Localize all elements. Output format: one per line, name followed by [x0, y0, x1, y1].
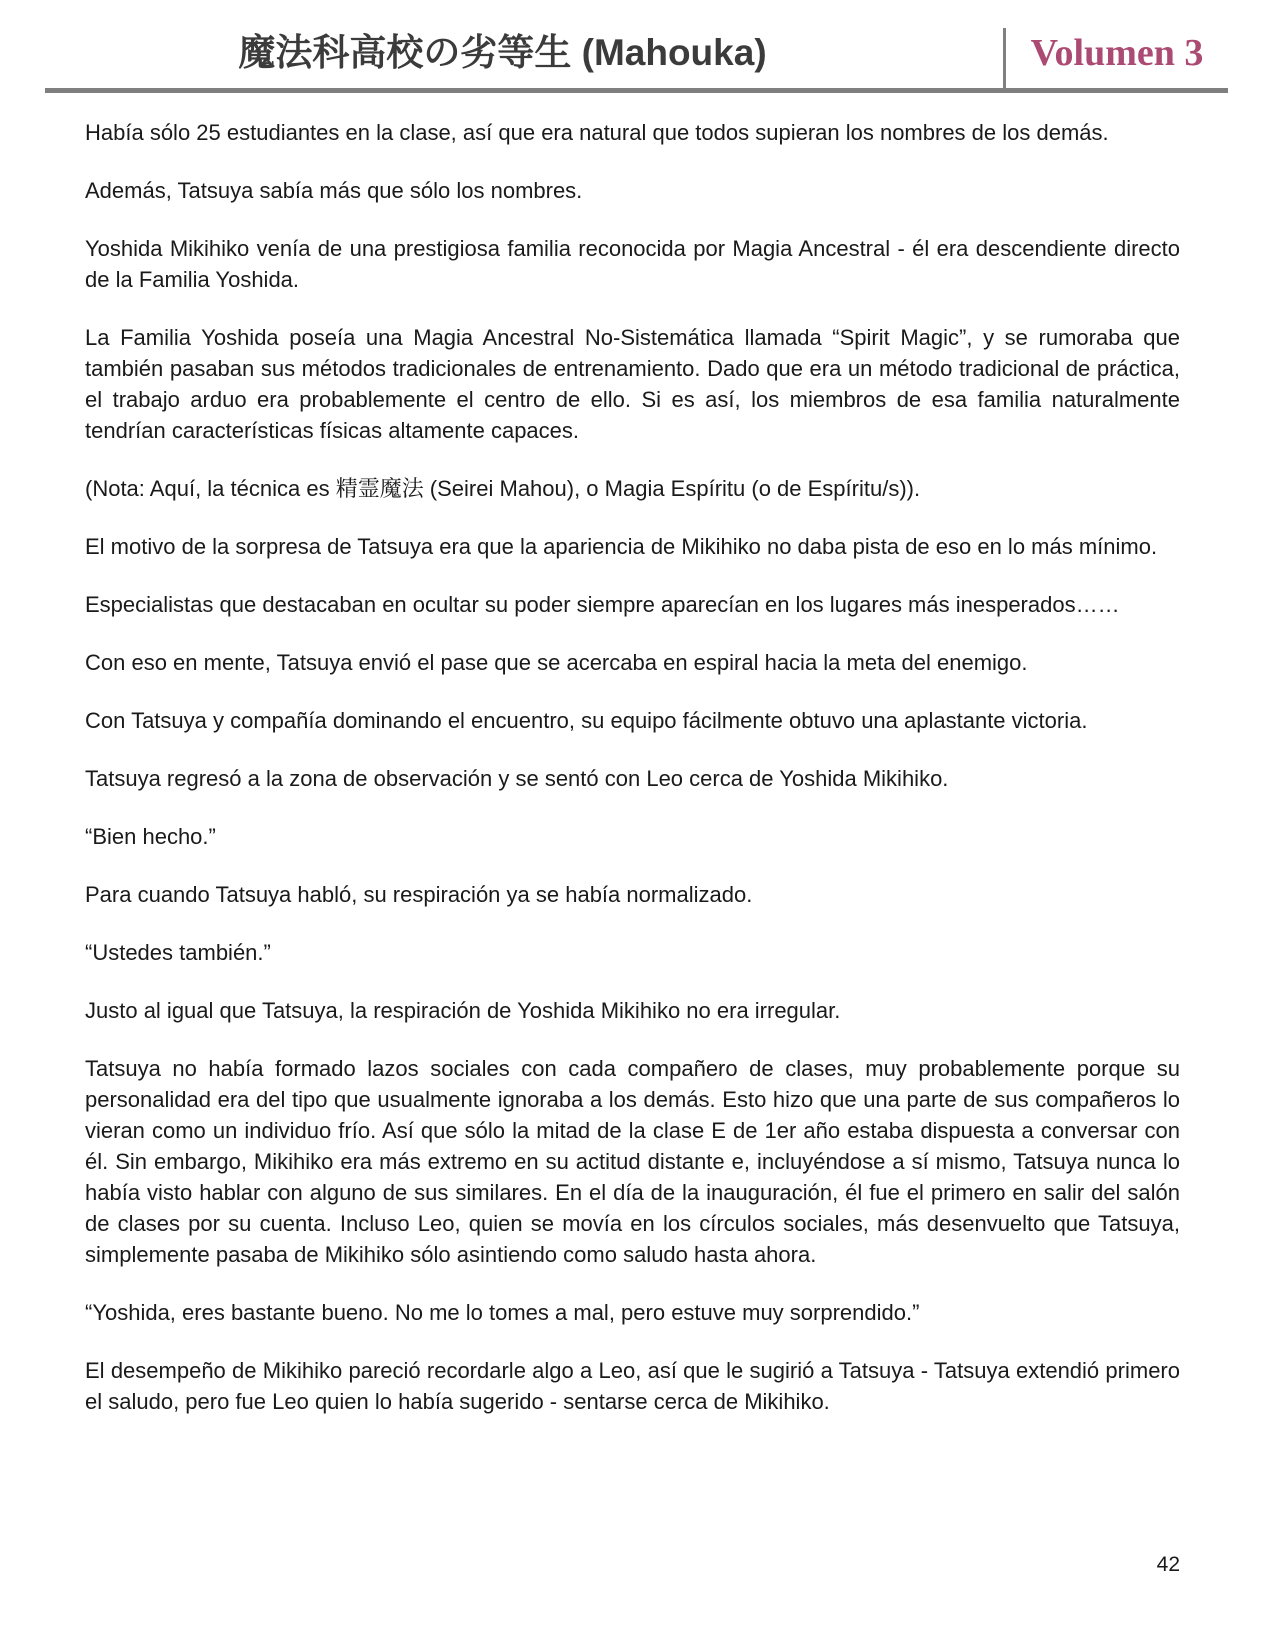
paragraph: Además, Tatsuya sabía más que sólo los nombres.: [85, 178, 583, 203]
paragraph: Para cuando Tatsuya habló, su respiración ya se había normalizado.: [85, 882, 753, 907]
paragraph-dialogue: “Bien hecho.”: [85, 824, 216, 849]
header-rule: [45, 88, 1228, 93]
paragraph: Especialistas que destacaban en ocultar su poder siempre aparecían en los lugares más inesperados……: [85, 592, 1120, 617]
page-number: 42: [1156, 1553, 1180, 1576]
volume-label: Volumen 3: [1030, 32, 1204, 74]
document-body: [85, 117, 1180, 1444]
paragraph-dialogue: “Ustedes también.”: [85, 940, 271, 965]
paragraph: El desempeño de Mikihiko pareció recordarle algo a Leo, así que le sugirió a Tatsuya - Tatsuya extendió primero el saludo, pero fue Leo quien lo había sugerido - sentarse cerca de Mikihiko.: [85, 1358, 1180, 1414]
paragraph: Con Tatsuya y compañía dominando el encuentro, su equipo fácilmente obtuvo una aplastante victoria.: [85, 708, 1088, 733]
page-title: 魔法科高校の劣等生 (Mahouka): [238, 32, 767, 73]
paragraph: La Familia Yoshida poseía una Magia Ancestral No-Sistemática llamada “Spirit Magic”, y se rumoraba que también pasaban sus métodos tradicionales de entrenamiento. Dado que era un método tradicional de práctica, el trabajo arduo era probablemente el centro de ello. Si es así, los miembros de esa familia naturalmente tendrían características físicas altamente capaces.: [85, 325, 1180, 443]
paragraph: Tatsuya no había formado lazos sociales con cada compañero de clases, muy probablemente porque su personalidad era del tipo que usualmente ignoraba a los demás. Esto hizo que una parte de sus compañeros lo vieran como un individuo frío. Así que sólo la mitad de la clase E de 1er año estaba dispuesta a conversar con él. Sin embargo, Mikihiko era más extremo en su actitud distante e, incluyéndose a sí mismo, Tatsuya nunca lo había visto hablar con alguno de sus similares. En el día de la inauguración, él fue el primero en salir del salón de clases por su cuenta. Incluso Leo, quien se movía en los círculos sociales, más desenvuelto que Tatsuya, simplemente pasaba de Mikihiko sólo asintiendo como saludo hasta ahora.: [85, 1056, 1180, 1267]
paragraph: Justo al igual que Tatsuya, la respiración de Yoshida Mikihiko no era irregular.: [85, 998, 841, 1023]
paragraph-translator-note: (Nota: Aquí, la técnica es 精霊魔法 (Seirei Mahou), o Magia Espíritu (o de Espíritu/s)).: [85, 476, 921, 501]
paragraph: Tatsuya regresó a la zona de observación y se sentó con Leo cerca de Yoshida Mikihiko.: [85, 766, 949, 791]
paragraph: Con eso en mente, Tatsuya envió el pase que se acercaba en espiral hacia la meta del enemigo.: [85, 650, 1028, 675]
paragraph: Había sólo 25 estudiantes en la clase, así que era natural que todos supieran los nombres de los demás.: [85, 120, 1109, 145]
paragraph: Yoshida Mikihiko venía de una prestigiosa familia reconocida por Magia Ancestral - él era descendiente directo de la Familia Yoshida.: [85, 236, 1180, 292]
paragraph: El motivo de la sorpresa de Tatsuya era que la apariencia de Mikihiko no daba pista de eso en lo más mínimo.: [85, 534, 1158, 559]
paragraph-dialogue: “Yoshida, eres bastante bueno. No me lo tomes a mal, pero estuve muy sorprendido.”: [85, 1300, 920, 1325]
